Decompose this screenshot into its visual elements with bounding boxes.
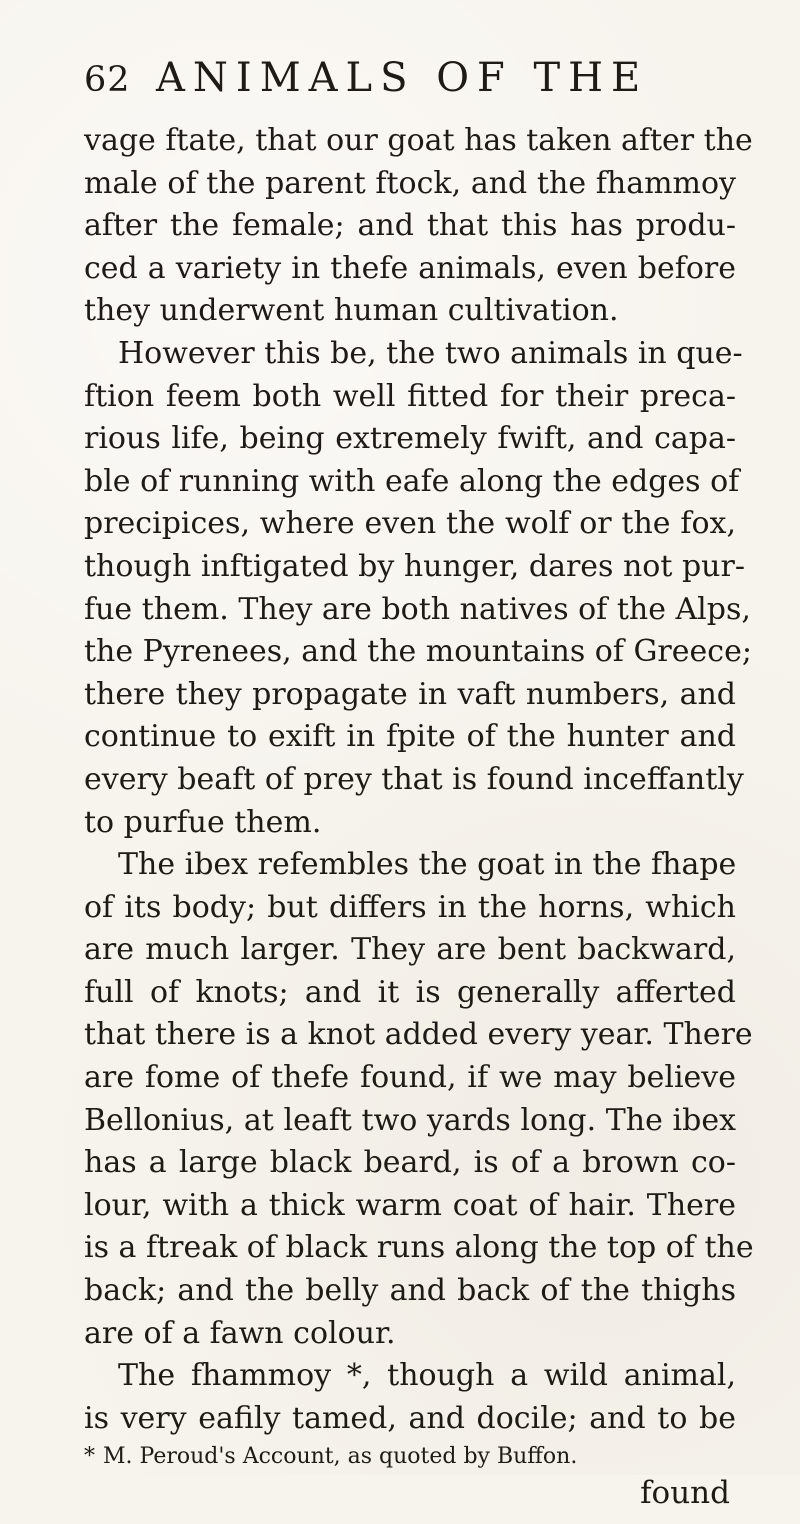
catchword: found	[640, 1475, 730, 1512]
text-line-21: full of knots; and it is generally afferted	[84, 974, 736, 1010]
text-line-1: vage ftate, that our goat has taken after the	[84, 123, 753, 158]
text-line-13: the Pyrenees, and the mountains of Greece;	[84, 634, 752, 670]
text-line-19: of its body; but differs in the horns, which	[84, 889, 736, 925]
text-line-17: to purfue them.	[84, 804, 322, 840]
running-head-title: ANIMALS OF THE	[156, 55, 649, 101]
text-line-5: they underwent human cultivation.	[84, 293, 619, 329]
text-line-10: precipices, where even the wolf or the fox,	[84, 506, 736, 542]
text-line-11: though inftigated by hunger, dares not pur-	[84, 548, 745, 584]
footnote-mark: *	[84, 1444, 95, 1470]
text-line-12: fue them. They are both natives of the Alps,	[84, 591, 751, 627]
text-line-15: continue to exift in fpite of the hunter and	[84, 719, 736, 755]
text-line-14: there they propagate in vaft numbers, and	[84, 676, 736, 712]
text-line-8: rious life, being extremely fwift, and capa-	[84, 421, 736, 457]
text-line-9: ble of running with eafe along the edges of	[84, 463, 740, 499]
text-line-22: that there is a knot added every year. There	[84, 1017, 753, 1053]
page-number: 62	[84, 60, 131, 100]
footnote	[84, 1444, 577, 1470]
text-line-20: are much larger. They are bent backward,	[84, 932, 736, 968]
text-line-27: is a ftreak of black runs along the top of the	[84, 1230, 754, 1266]
text-line-16: every beaft of prey that is found inceffantly	[84, 761, 744, 797]
text-line-6: However this be, the two animals in que-	[118, 335, 743, 371]
main-text-block	[84, 120, 754, 1440]
text-line-18: The ibex refembles the goat in the fhape	[118, 847, 737, 883]
text-line-26: lour, with a thick warm coat of hair. There	[84, 1187, 736, 1223]
text-line-2: male of the parent ftock, and the fhammoy	[84, 165, 736, 201]
footnote-text: M. Peroud's Account, as quoted by Buffon.	[103, 1444, 578, 1470]
text-line-28: back; and the belly and back of the thighs	[84, 1273, 736, 1309]
text-line-23: are fome of thefe found, if we may believe	[84, 1060, 736, 1096]
text-line-30: The fhammoy *, though a wild animal,	[118, 1358, 736, 1394]
text-line-25: has a large black beard, is of a brown co-	[84, 1145, 736, 1181]
text-line-7: ftion feem both well fitted for their preca-	[84, 378, 736, 414]
text-line-31: is very eafily tamed, and docile; and to be	[84, 1400, 736, 1436]
text-line-29: are of a fawn colour.	[84, 1315, 396, 1351]
text-line-3: after the female; and that this has produ-	[84, 208, 736, 244]
running-head	[84, 55, 736, 112]
text-line-4: ced a variety in thefe animals, even before	[84, 250, 736, 286]
text-line-24: Bellonius, at leaft two yards long. The ibex	[84, 1102, 736, 1138]
footnote-area	[84, 1444, 736, 1524]
